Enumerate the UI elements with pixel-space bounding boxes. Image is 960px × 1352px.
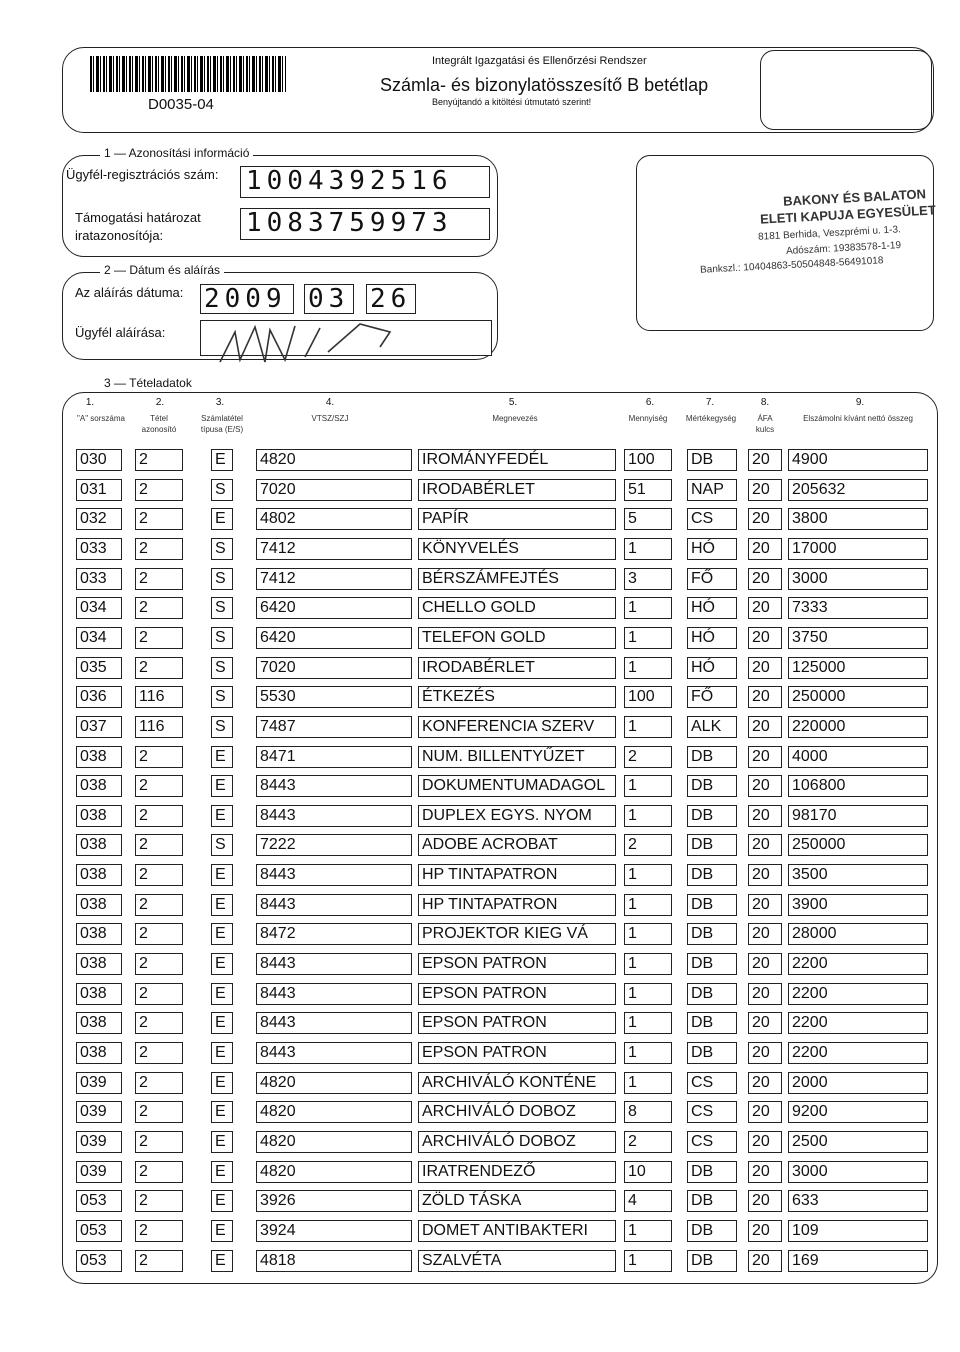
cell-tetel-azonosito[interactable]: 2 — [135, 1131, 183, 1153]
cell-mennyiseg[interactable]: 4 — [624, 1190, 672, 1212]
cell-osszeg[interactable]: 250000 — [788, 834, 928, 856]
cell-megnevezes[interactable]: DUPLEX EGYS. NYOM — [418, 805, 616, 827]
cell-afa[interactable]: 20 — [748, 923, 782, 945]
cell-a-sorszama[interactable]: 030 — [76, 449, 122, 471]
cell-a-sorszama[interactable]: 038 — [76, 864, 122, 886]
cell-afa[interactable]: 20 — [748, 716, 782, 738]
cell-a-sorszama[interactable]: 031 — [76, 479, 122, 501]
cell-osszeg[interactable]: 2200 — [788, 953, 928, 975]
cell-afa[interactable]: 20 — [748, 479, 782, 501]
col-num-4: 4. — [325, 397, 335, 408]
cell-tipus[interactable]: E — [211, 1042, 233, 1064]
cell-osszeg[interactable]: 169 — [788, 1250, 928, 1272]
cell-afa[interactable]: 20 — [748, 834, 782, 856]
cell-tipus[interactable]: E — [211, 1012, 233, 1034]
cell-mennyiseg[interactable]: 1 — [624, 1072, 672, 1094]
cell-osszeg[interactable]: 220000 — [788, 716, 928, 738]
cell-mennyiseg[interactable]: 100 — [624, 686, 672, 708]
cell-mennyiseg[interactable]: 1 — [624, 805, 672, 827]
cell-megnevezes[interactable]: EPSON PATRON — [418, 1042, 616, 1064]
cell-vtsz[interactable]: 8472 — [256, 923, 412, 945]
cell-megnevezes[interactable]: ARCHIVÁLÓ KONTÉNE — [418, 1072, 616, 1094]
cell-vtsz[interactable]: 6420 — [256, 627, 412, 649]
col-header-afa: ÁFA kulcs — [755, 414, 775, 434]
cell-afa[interactable]: 20 — [748, 686, 782, 708]
cell-tipus[interactable]: E — [211, 805, 233, 827]
cell-afa[interactable]: 20 — [748, 1250, 782, 1272]
cell-vtsz[interactable]: 4820 — [256, 1131, 412, 1153]
cell-afa[interactable]: 20 — [748, 805, 782, 827]
cell-tetel-azonosito[interactable]: 2 — [135, 746, 183, 768]
header-stamp-box — [760, 50, 932, 130]
cell-megnevezes[interactable]: PAPÍR — [418, 508, 616, 530]
cell-afa[interactable]: 20 — [748, 508, 782, 530]
cell-tipus[interactable]: E — [211, 1131, 233, 1153]
stamp-line-5: Bankszl.: 10404863-50504848-56491018 — [699, 255, 884, 276]
cell-tetel-azonosito[interactable]: 2 — [135, 449, 183, 471]
cell-osszeg[interactable]: 3900 — [788, 894, 928, 916]
cell-megnevezes[interactable]: KÖNYVELÉS — [418, 538, 616, 560]
cell-megnevezes[interactable]: EPSON PATRON — [418, 1012, 616, 1034]
cell-mennyiseg[interactable]: 1 — [624, 627, 672, 649]
cell-vtsz[interactable]: 3926 — [256, 1190, 412, 1212]
cell-mertekegyseg[interactable]: FŐ — [687, 686, 737, 708]
barcode — [90, 56, 286, 92]
cell-a-sorszama[interactable]: 039 — [76, 1131, 122, 1153]
cell-afa[interactable]: 20 — [748, 597, 782, 619]
cell-mennyiseg[interactable]: 1 — [624, 1042, 672, 1064]
cell-mertekegyseg[interactable]: DB — [687, 775, 737, 797]
cell-mertekegyseg[interactable]: DB — [687, 1220, 737, 1242]
cell-osszeg[interactable]: 250000 — [788, 686, 928, 708]
cell-a-sorszama[interactable]: 039 — [76, 1072, 122, 1094]
cell-mennyiseg[interactable]: 1 — [624, 1250, 672, 1272]
cell-afa[interactable]: 20 — [748, 953, 782, 975]
cell-afa[interactable]: 20 — [748, 1042, 782, 1064]
cell-tetel-azonosito[interactable]: 2 — [135, 538, 183, 560]
cell-tipus[interactable]: S — [211, 568, 233, 590]
cell-tipus[interactable]: S — [211, 716, 233, 738]
cell-vtsz[interactable]: 5530 — [256, 686, 412, 708]
cell-mertekegyseg[interactable]: DB — [687, 449, 737, 471]
cell-megnevezes[interactable]: IROMÁNYFEDÉL — [418, 449, 616, 471]
cell-megnevezes[interactable]: SZALVÉTA — [418, 1250, 616, 1272]
cell-tipus[interactable]: E — [211, 1072, 233, 1094]
cell-megnevezes[interactable]: BÉRSZÁMFEJTÉS — [418, 568, 616, 590]
cell-a-sorszama[interactable]: 032 — [76, 508, 122, 530]
identification-section-label: 1 — Azonosítási információ — [100, 146, 253, 160]
cell-tetel-azonosito[interactable]: 2 — [135, 479, 183, 501]
cell-a-sorszama[interactable]: 038 — [76, 953, 122, 975]
cell-tetel-azonosito[interactable]: 2 — [135, 1072, 183, 1094]
cell-tetel-azonosito[interactable]: 2 — [135, 508, 183, 530]
cell-vtsz[interactable]: 4820 — [256, 449, 412, 471]
cell-a-sorszama[interactable]: 038 — [76, 894, 122, 916]
cell-megnevezes[interactable]: ARCHIVÁLÓ DOBOZ — [418, 1101, 616, 1123]
cell-afa[interactable]: 20 — [748, 627, 782, 649]
cell-vtsz[interactable]: 8443 — [256, 864, 412, 886]
cell-vtsz[interactable]: 8443 — [256, 983, 412, 1005]
cell-osszeg[interactable]: 106800 — [788, 775, 928, 797]
cell-a-sorszama[interactable]: 038 — [76, 923, 122, 945]
cell-vtsz[interactable]: 4820 — [256, 1161, 412, 1183]
cell-vtsz[interactable]: 4802 — [256, 508, 412, 530]
cell-mertekegyseg[interactable]: DB — [687, 894, 737, 916]
cell-osszeg[interactable]: 4900 — [788, 449, 928, 471]
cell-mertekegyseg[interactable]: NAP — [687, 479, 737, 501]
cell-afa[interactable]: 20 — [748, 538, 782, 560]
cell-mertekegyseg[interactable]: DB — [687, 864, 737, 886]
cell-a-sorszama[interactable]: 036 — [76, 686, 122, 708]
cell-tetel-azonosito[interactable]: 2 — [135, 775, 183, 797]
cell-tipus[interactable]: E — [211, 923, 233, 945]
cell-megnevezes[interactable]: ARCHIVÁLÓ DOBOZ — [418, 1131, 616, 1153]
cell-mennyiseg[interactable]: 1 — [624, 923, 672, 945]
form-code: D0035-04 — [148, 96, 214, 113]
col-num-2: 2. — [155, 397, 165, 408]
cell-mertekegyseg[interactable]: DB — [687, 1042, 737, 1064]
cell-vtsz[interactable]: 6420 — [256, 597, 412, 619]
cell-tipus[interactable]: E — [211, 953, 233, 975]
cell-osszeg[interactable]: 2200 — [788, 1042, 928, 1064]
system-name: Integrált Igazgatási és Ellenőrzési Rendszer — [432, 55, 647, 67]
cell-megnevezes[interactable]: IRODABÉRLET — [418, 479, 616, 501]
cell-a-sorszama[interactable]: 053 — [76, 1190, 122, 1212]
cell-mertekegyseg[interactable]: HÓ — [687, 627, 737, 649]
col-num-9: 9. — [855, 397, 865, 408]
cell-vtsz[interactable]: 7487 — [256, 716, 412, 738]
cell-afa[interactable]: 20 — [748, 864, 782, 886]
cell-a-sorszama[interactable]: 033 — [76, 568, 122, 590]
cell-afa[interactable]: 20 — [748, 1072, 782, 1094]
cell-mertekegyseg[interactable]: DB — [687, 746, 737, 768]
cell-megnevezes[interactable]: HP TINTAPATRON — [418, 864, 616, 886]
cell-osszeg[interactable]: 9200 — [788, 1101, 928, 1123]
cell-mennyiseg[interactable]: 51 — [624, 479, 672, 501]
cell-vtsz[interactable]: 7020 — [256, 479, 412, 501]
cell-megnevezes[interactable]: ZÖLD TÁSKA — [418, 1190, 616, 1212]
cell-a-sorszama[interactable]: 038 — [76, 1042, 122, 1064]
cell-a-sorszama[interactable]: 038 — [76, 1012, 122, 1034]
cell-tetel-azonosito[interactable]: 2 — [135, 568, 183, 590]
cell-vtsz[interactable]: 4820 — [256, 1101, 412, 1123]
cell-tetel-azonosito[interactable]: 2 — [135, 597, 183, 619]
cell-tetel-azonosito[interactable]: 2 — [135, 1161, 183, 1183]
cell-vtsz[interactable]: 7222 — [256, 834, 412, 856]
col-header-osszeg: Elszámolni kívánt nettó összeg — [803, 414, 913, 423]
date-month: 03 — [308, 284, 350, 314]
cell-osszeg[interactable]: 125000 — [788, 657, 928, 679]
cell-mennyiseg[interactable]: 1 — [624, 657, 672, 679]
cell-osszeg[interactable]: 3500 — [788, 864, 928, 886]
date-day: 26 — [370, 284, 412, 314]
cell-megnevezes[interactable]: TELEFON GOLD — [418, 627, 616, 649]
cell-mertekegyseg[interactable]: DB — [687, 1250, 737, 1272]
cell-tipus[interactable]: S — [211, 686, 233, 708]
cell-vtsz[interactable]: 7412 — [256, 568, 412, 590]
cell-mertekegyseg[interactable]: HÓ — [687, 538, 737, 560]
col-num-8: 8. — [760, 397, 770, 408]
cell-tetel-azonosito[interactable]: 116 — [135, 686, 183, 708]
cell-tipus[interactable]: E — [211, 894, 233, 916]
cell-tipus[interactable]: E — [211, 1161, 233, 1183]
cell-tetel-azonosito[interactable]: 2 — [135, 864, 183, 886]
col-num-3: 3. — [215, 397, 225, 408]
cell-mennyiseg[interactable]: 5 — [624, 508, 672, 530]
cell-tipus[interactable]: E — [211, 449, 233, 471]
cell-a-sorszama[interactable]: 053 — [76, 1220, 122, 1242]
cell-mertekegyseg[interactable]: DB — [687, 834, 737, 856]
cell-megnevezes[interactable]: IRODABÉRLET — [418, 657, 616, 679]
reg-number-value: 1004392516 — [246, 166, 453, 196]
cell-tipus[interactable]: E — [211, 1190, 233, 1212]
cell-tipus[interactable]: E — [211, 1250, 233, 1272]
cell-mennyiseg[interactable]: 1 — [624, 1012, 672, 1034]
cell-mennyiseg[interactable]: 1 — [624, 1220, 672, 1242]
cell-afa[interactable]: 20 — [748, 983, 782, 1005]
cell-tipus[interactable]: E — [211, 775, 233, 797]
col-header-mertekegyseg: Mértékegység — [685, 414, 737, 423]
cell-afa[interactable]: 20 — [748, 568, 782, 590]
col-num-6: 6. — [645, 397, 655, 408]
page-title: Számla- és bizonylatösszesítő B betétlap — [380, 75, 709, 95]
cell-mennyiseg[interactable]: 2 — [624, 834, 672, 856]
cell-mennyiseg[interactable]: 10 — [624, 1161, 672, 1183]
cell-tetel-azonosito[interactable]: 2 — [135, 834, 183, 856]
cell-vtsz[interactable]: 8443 — [256, 953, 412, 975]
cell-afa[interactable]: 20 — [748, 1131, 782, 1153]
decision-label-line2: iratazonosítója: — [75, 228, 164, 243]
cell-mertekegyseg[interactable]: DB — [687, 953, 737, 975]
cell-afa[interactable]: 20 — [748, 894, 782, 916]
cell-mertekegyseg[interactable]: ALK — [687, 716, 737, 738]
cell-megnevezes[interactable]: EPSON PATRON — [418, 983, 616, 1005]
cell-megnevezes[interactable]: PROJEKTOR KIEG VÁ — [418, 923, 616, 945]
cell-tetel-azonosito[interactable]: 2 — [135, 1042, 183, 1064]
stamp-line-4: Adószám: 19383578-1-19 — [785, 239, 902, 258]
cell-mennyiseg[interactable]: 2 — [624, 1131, 672, 1153]
cell-tetel-azonosito[interactable]: 2 — [135, 627, 183, 649]
cell-megnevezes[interactable]: ÉTKEZÉS — [418, 686, 616, 708]
cell-a-sorszama[interactable]: 039 — [76, 1101, 122, 1123]
col-header-mennyiseg: Mennyiség — [628, 414, 668, 423]
col-header-megnevezes: Megnevezés — [492, 414, 538, 423]
cell-mennyiseg[interactable]: 1 — [624, 716, 672, 738]
cell-afa[interactable]: 20 — [748, 449, 782, 471]
cell-osszeg[interactable]: 98170 — [788, 805, 928, 827]
cell-tetel-azonosito[interactable]: 2 — [135, 923, 183, 945]
cell-megnevezes[interactable]: DOKUMENTUMADAGOL — [418, 775, 616, 797]
cell-tipus[interactable]: S — [211, 627, 233, 649]
cell-megnevezes[interactable]: ADOBE ACROBAT — [418, 834, 616, 856]
cell-osszeg[interactable]: 2000 — [788, 1072, 928, 1094]
cell-megnevezes[interactable]: HP TINTAPATRON — [418, 894, 616, 916]
cell-vtsz[interactable]: 8443 — [256, 1042, 412, 1064]
cell-tipus[interactable]: E — [211, 1101, 233, 1123]
cell-tetel-azonosito[interactable]: 2 — [135, 953, 183, 975]
cell-mennyiseg[interactable]: 1 — [624, 775, 672, 797]
cell-vtsz[interactable]: 8443 — [256, 1012, 412, 1034]
cell-tetel-azonosito[interactable]: 116 — [135, 716, 183, 738]
cell-mertekegyseg[interactable]: DB — [687, 1161, 737, 1183]
cell-megnevezes[interactable]: EPSON PATRON — [418, 953, 616, 975]
cell-a-sorszama[interactable]: 038 — [76, 775, 122, 797]
signature-label: Ügyfél aláírása: — [75, 325, 166, 340]
cell-megnevezes[interactable]: CHELLO GOLD — [418, 597, 616, 619]
cell-mennyiseg[interactable]: 1 — [624, 864, 672, 886]
cell-afa[interactable]: 20 — [748, 1101, 782, 1123]
cell-mennyiseg[interactable]: 8 — [624, 1101, 672, 1123]
cell-tipus[interactable]: S — [211, 538, 233, 560]
cell-a-sorszama[interactable]: 038 — [76, 746, 122, 768]
cell-a-sorszama[interactable]: 033 — [76, 538, 122, 560]
col-header-tetel: Tétel azonosító — [141, 414, 177, 434]
cell-tetel-azonosito[interactable]: 2 — [135, 983, 183, 1005]
cell-vtsz[interactable]: 7020 — [256, 657, 412, 679]
cell-megnevezes[interactable]: NUM. BILLENTYŰZET — [418, 746, 616, 768]
cell-afa[interactable]: 20 — [748, 1190, 782, 1212]
cell-mennyiseg[interactable]: 2 — [624, 746, 672, 768]
cell-mertekegyseg[interactable]: CS — [687, 1101, 737, 1123]
cell-tetel-azonosito[interactable]: 2 — [135, 1250, 183, 1272]
cell-a-sorszama[interactable]: 034 — [76, 597, 122, 619]
cell-tetel-azonosito[interactable]: 2 — [135, 657, 183, 679]
signature-section-label: 2 — Dátum és aláírás — [100, 263, 224, 277]
cell-mertekegyseg[interactable]: CS — [687, 1072, 737, 1094]
cell-a-sorszama[interactable]: 037 — [76, 716, 122, 738]
cell-osszeg[interactable]: 205632 — [788, 479, 928, 501]
cell-osszeg[interactable]: 17000 — [788, 538, 928, 560]
cell-mennyiseg[interactable]: 100 — [624, 449, 672, 471]
stamp-line-2: ELETI KAPUJA EGYESÜLET — [759, 202, 937, 227]
cell-tipus[interactable]: E — [211, 983, 233, 1005]
cell-tetel-azonosito[interactable]: 2 — [135, 1220, 183, 1242]
cell-tipus[interactable]: S — [211, 597, 233, 619]
cell-tetel-azonosito[interactable]: 2 — [135, 894, 183, 916]
cell-mennyiseg[interactable]: 1 — [624, 597, 672, 619]
cell-osszeg[interactable]: 633 — [788, 1190, 928, 1212]
col-num-1: 1. — [85, 397, 95, 408]
cell-afa[interactable]: 20 — [748, 775, 782, 797]
cell-mennyiseg[interactable]: 1 — [624, 538, 672, 560]
cell-tipus[interactable]: E — [211, 1220, 233, 1242]
cell-tipus[interactable]: E — [211, 864, 233, 886]
cell-tipus[interactable]: S — [211, 479, 233, 501]
items-section-label: 3 — Tételadatok — [100, 376, 196, 390]
date-label: Az aláírás dátuma: — [75, 285, 184, 300]
cell-vtsz[interactable]: 4820 — [256, 1072, 412, 1094]
cell-tetel-azonosito[interactable]: 2 — [135, 805, 183, 827]
cell-osszeg[interactable]: 2200 — [788, 983, 928, 1005]
cell-mennyiseg[interactable]: 1 — [624, 953, 672, 975]
cell-afa[interactable]: 20 — [748, 657, 782, 679]
cell-osszeg[interactable]: 2200 — [788, 1012, 928, 1034]
cell-vtsz[interactable]: 8443 — [256, 805, 412, 827]
cell-a-sorszama[interactable]: 034 — [76, 627, 122, 649]
cell-afa[interactable]: 20 — [748, 746, 782, 768]
cell-a-sorszama[interactable]: 035 — [76, 657, 122, 679]
col-header-a: "A" sorszáma — [77, 414, 125, 423]
cell-megnevezes[interactable]: DOMET ANTIBAKTERI — [418, 1220, 616, 1242]
cell-mertekegyseg[interactable]: DB — [687, 1190, 737, 1212]
cell-tipus[interactable]: E — [211, 508, 233, 530]
cell-vtsz[interactable]: 7412 — [256, 538, 412, 560]
cell-tetel-azonosito[interactable]: 2 — [135, 1190, 183, 1212]
stamp-line-3: 8181 Berhida, Veszprémi u. 1-3. — [757, 224, 902, 243]
date-year: 2009 — [204, 284, 287, 314]
cell-afa[interactable]: 20 — [748, 1220, 782, 1242]
cell-megnevezes[interactable]: KONFERENCIA SZERV — [418, 716, 616, 738]
cell-vtsz[interactable]: 8471 — [256, 746, 412, 768]
cell-mertekegyseg[interactable]: FŐ — [687, 568, 737, 590]
cell-mertekegyseg[interactable]: HÓ — [687, 597, 737, 619]
col-header-vtsz: VTSZ/SZJ — [311, 414, 349, 423]
cell-a-sorszama[interactable]: 039 — [76, 1161, 122, 1183]
cell-osszeg[interactable]: 3800 — [788, 508, 928, 530]
decision-number-value: 1083759973 — [246, 208, 453, 238]
col-header-tipus: Számlatétel típusa (E/S) — [200, 414, 244, 434]
cell-tetel-azonosito[interactable]: 2 — [135, 1012, 183, 1034]
cell-osszeg[interactable]: 7333 — [788, 597, 928, 619]
cell-osszeg[interactable]: 2500 — [788, 1131, 928, 1153]
cell-osszeg[interactable]: 109 — [788, 1220, 928, 1242]
cell-mennyiseg[interactable]: 1 — [624, 894, 672, 916]
cell-afa[interactable]: 20 — [748, 1012, 782, 1034]
cell-vtsz[interactable]: 4818 — [256, 1250, 412, 1272]
cell-a-sorszama[interactable]: 038 — [76, 983, 122, 1005]
cell-vtsz[interactable]: 3924 — [256, 1220, 412, 1242]
cell-afa[interactable]: 20 — [748, 1161, 782, 1183]
cell-mertekegyseg[interactable]: DB — [687, 983, 737, 1005]
cell-mennyiseg[interactable]: 1 — [624, 983, 672, 1005]
cell-mertekegyseg[interactable]: DB — [687, 923, 737, 945]
cell-osszeg[interactable]: 28000 — [788, 923, 928, 945]
cell-megnevezes[interactable]: IRATRENDEZŐ — [418, 1161, 616, 1183]
cell-vtsz[interactable]: 8443 — [256, 894, 412, 916]
cell-mertekegyseg[interactable]: DB — [687, 805, 737, 827]
reg-number-label: Ügyfél-regisztrációs szám: — [66, 167, 219, 182]
cell-a-sorszama[interactable]: 038 — [76, 834, 122, 856]
cell-tipus[interactable]: S — [211, 834, 233, 856]
stamp-line-1: BAKONY ÉS BALATON — [782, 186, 927, 209]
cell-a-sorszama[interactable]: 038 — [76, 805, 122, 827]
cell-a-sorszama[interactable]: 053 — [76, 1250, 122, 1272]
cell-osszeg[interactable]: 3000 — [788, 568, 928, 590]
cell-tetel-azonosito[interactable]: 2 — [135, 1101, 183, 1123]
cell-tipus[interactable]: E — [211, 746, 233, 768]
col-num-7: 7. — [705, 397, 715, 408]
cell-mennyiseg[interactable]: 3 — [624, 568, 672, 590]
cell-tipus[interactable]: S — [211, 657, 233, 679]
cell-vtsz[interactable]: 8443 — [256, 775, 412, 797]
cell-mertekegyseg[interactable]: CS — [687, 508, 737, 530]
handwritten-signature — [210, 312, 410, 372]
col-num-5: 5. — [508, 397, 518, 408]
cell-osszeg[interactable]: 4000 — [788, 746, 928, 768]
cell-osszeg[interactable]: 3750 — [788, 627, 928, 649]
page-subtitle: Benyújtandó a kitöltési útmutató szerint! — [432, 97, 592, 107]
cell-mertekegyseg[interactable]: HÓ — [687, 657, 737, 679]
cell-osszeg[interactable]: 3000 — [788, 1161, 928, 1183]
cell-mertekegyseg[interactable]: DB — [687, 1012, 737, 1034]
decision-label-line1: Támogatási határozat — [75, 210, 201, 225]
cell-mertekegyseg[interactable]: CS — [687, 1131, 737, 1153]
